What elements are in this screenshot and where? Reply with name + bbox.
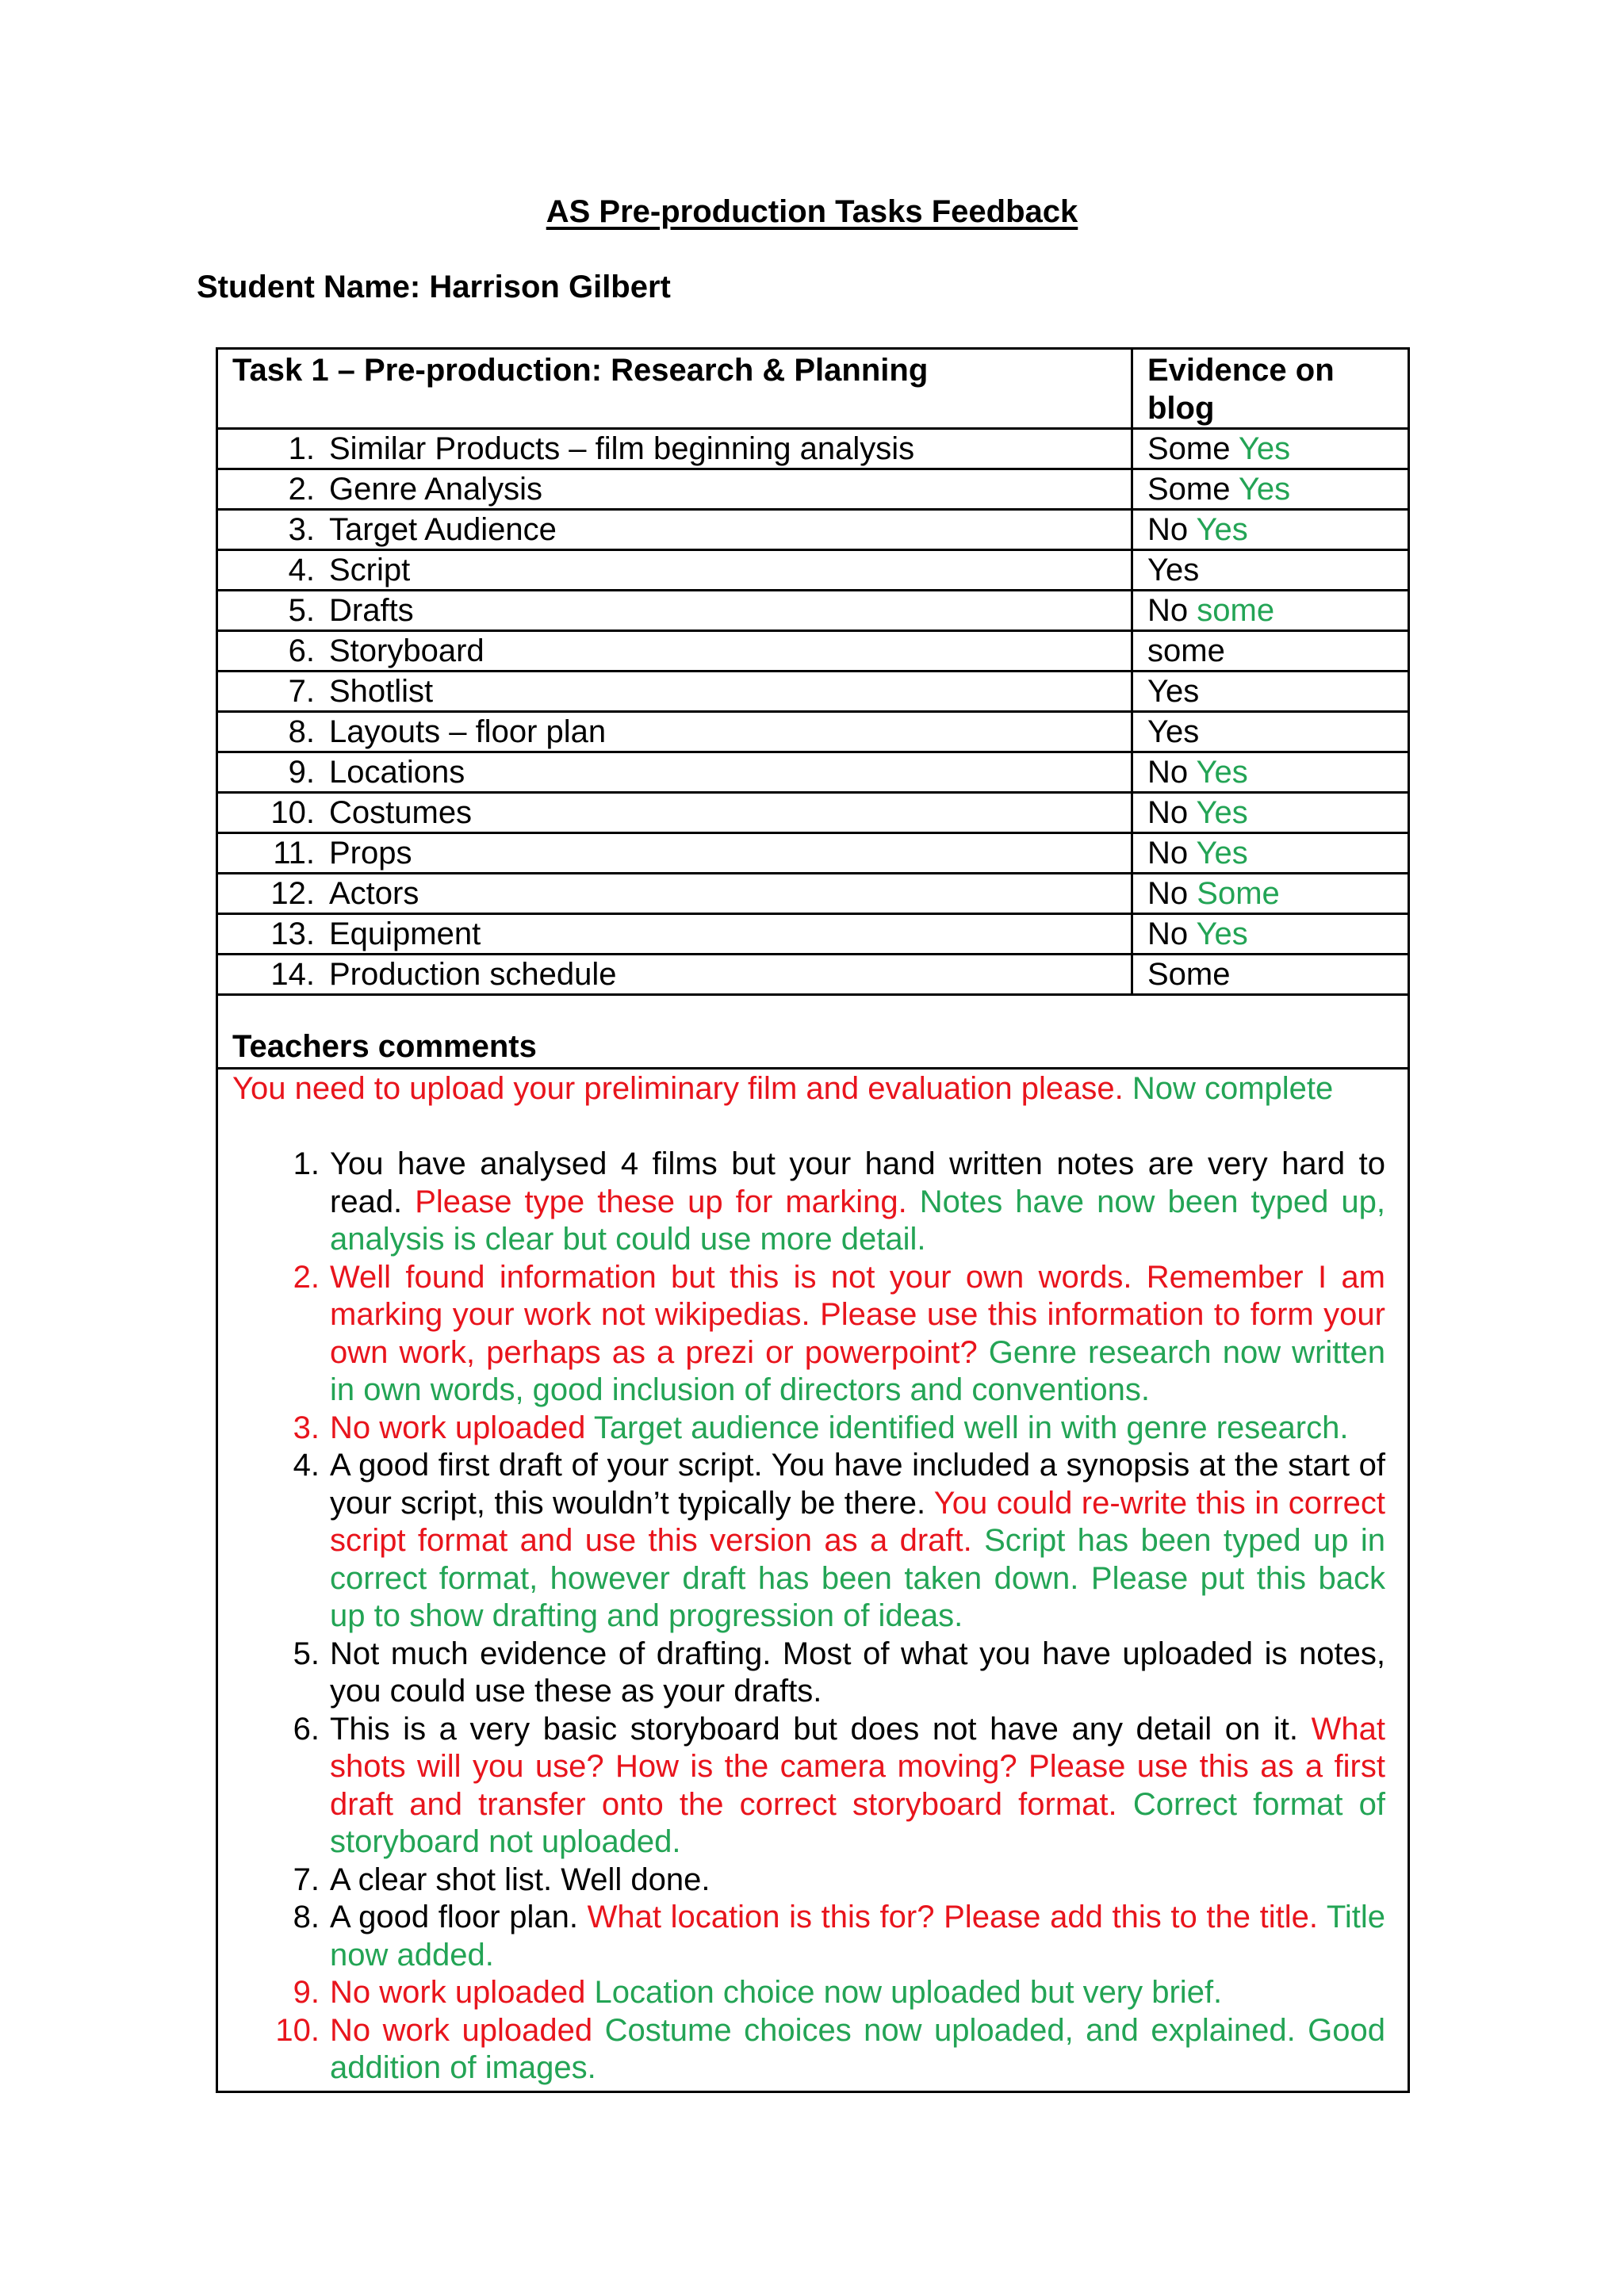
task-number: 2. [288,472,315,507]
evidence-initial: No [1147,755,1189,790]
task-cell [217,429,1132,469]
evidence-initial: Some [1147,472,1231,507]
comment-item [232,1899,1393,1974]
comment-number: 3. [293,1410,320,1445]
comments-list [232,1146,1393,2087]
comment-update: Genre research now written in own words, good inclusion of directors and conventions. [330,1334,1385,1407]
task-label: Similar Products – film beginning analysis [329,431,915,466]
task-label: Actors [329,876,419,911]
comment-original: A good floor plan. [330,1900,578,1934]
comment-original: Not much evidence of drafting. Most of what you have uploaded is notes, you could use these as your drafts. [330,1636,1385,1709]
evidence-initial: some [1147,633,1225,668]
evidence-cell [1132,752,1409,793]
table-row [217,793,1409,833]
comment-request: No work uploaded [330,2012,593,2048]
comment-number: 10. [275,2012,320,2048]
comment-request: You could re-write this in correct script format and use this version as a draft. [330,1485,1386,1558]
comment-text [330,1447,1393,1636]
comments-intro-request: You need to upload your preliminary film and evaluation please. [232,1071,1124,1106]
evidence-cell [1132,874,1409,914]
table-header-row [217,349,1409,429]
task-number: 3. [288,512,315,547]
comment-text [330,1974,1393,2012]
comment-text [330,2012,1393,2087]
comment-number: 2. [293,1259,320,1295]
task-number: 9. [288,755,315,790]
task-cell [217,469,1132,510]
evidence-initial: No [1147,836,1189,871]
task-cell [217,833,1132,874]
comment-item [232,2012,1393,2087]
table-row [217,752,1409,793]
table-row [217,874,1409,914]
comment-update: Location choice now uploaded but very brief. [594,1975,1223,2010]
evidence-update: Yes [1196,836,1248,871]
table-row [217,672,1409,712]
task-label: Script [329,553,411,587]
evidence-cell [1132,550,1409,591]
evidence-initial: No [1147,795,1189,830]
task-cell [217,591,1132,631]
evidence-update: some [1197,593,1275,628]
comment-update: Costume choices now uploaded, and explained. Good addition of images. [330,2012,1386,2085]
task-cell [217,550,1132,591]
comment-request: What shots will you use? How is the camera moving? Please use this as a first draft and transfer onto the correct storyboard format. [330,1711,1385,1822]
comment-item [232,1974,1393,2012]
table-row [217,914,1409,955]
table-row [217,510,1409,550]
comment-item [232,1862,1393,1900]
evidence-update: Yes [1238,472,1291,507]
comment-request: No work uploaded [330,1410,586,1445]
table-row [217,591,1409,631]
table-row [217,833,1409,874]
evidence-cell [1132,955,1409,995]
comment-item [232,1146,1393,1259]
evidence-update: Yes [1196,755,1248,790]
comments-heading: Teachers comments [217,995,1409,1069]
evidence-cell [1132,914,1409,955]
tasks-table [216,347,1410,2093]
table-row [217,550,1409,591]
comment-item [232,1447,1393,1636]
task-label: Costumes [329,795,473,830]
table-row [217,469,1409,510]
task-label: Drafts [329,593,414,628]
task-number: 1. [288,431,315,466]
task-cell [217,510,1132,550]
task-label: Layouts – floor plan [329,714,607,749]
comment-request: No work uploaded [330,1975,586,2010]
comment-number: 4. [293,1448,320,1483]
comments-intro-status: Now complete [1132,1071,1334,1106]
evidence-cell [1132,510,1409,550]
comment-number: 5. [293,1636,320,1671]
task-cell [217,793,1132,833]
evidence-cell [1132,672,1409,712]
comments-intro [232,1070,1393,1108]
comment-request: Please type these up for marking. [415,1184,907,1219]
evidence-cell [1132,631,1409,672]
evidence-cell [1132,793,1409,833]
comments-body [217,1069,1409,2092]
comment-original: A clear shot list. Well done. [330,1862,710,1897]
comment-text [330,1636,1393,1711]
task-cell [217,955,1132,995]
task-label: Production schedule [329,957,617,992]
table-row [217,429,1409,469]
table-row [217,712,1409,752]
comment-update: Target audience identified well in with genre research. [593,1410,1349,1445]
task-label: Storyboard [329,633,485,668]
comment-request: Well found information but this is not your own words. Remember I am marking your work not wikipedias. Please use this information to form your own work, perhaps as a prezi or powerpoint? [330,1259,1385,1370]
comment-update: Title now added. [330,1900,1385,1973]
table-row [217,955,1409,995]
comments-row [217,1069,1409,2092]
comment-text [330,1899,1393,1974]
task-number: 12. [270,876,315,911]
task-label: Props [329,836,412,871]
task-label: Genre Analysis [329,472,543,507]
comments-heading-row [217,995,1409,1069]
evidence-initial: Yes [1147,714,1200,749]
task-number: 10. [270,795,315,830]
evidence-initial: Yes [1147,674,1200,709]
task-number: 13. [270,916,315,951]
evidence-initial: Yes [1147,553,1200,587]
evidence-update: Some [1197,876,1280,911]
task-cell [217,874,1132,914]
comment-original: This is a very basic storyboard but does not have any detail on it. [330,1711,1299,1747]
table-row [217,631,1409,672]
comment-number: 6. [293,1711,320,1747]
comment-update: Correct format of storyboard not uploaded. [330,1786,1385,1859]
evidence-update: Yes [1238,431,1291,466]
task-cell [217,712,1132,752]
task-label: Shotlist [329,674,434,709]
comment-number: 9. [293,1975,320,2010]
evidence-cell [1132,833,1409,874]
evidence-cell [1132,469,1409,510]
comment-text [330,1862,1393,1900]
comment-original: You have analysed 4 films but your hand written notes are very hard to read. [330,1146,1385,1219]
comment-item [232,1259,1393,1410]
comment-update: Script has been typed up in correct format, however draft has been taken down. Please put this back up to show drafting and progression of ideas. [330,1523,1385,1633]
task-number: 11. [273,836,315,871]
evidence-update: Yes [1196,512,1248,547]
comment-text [330,1146,1393,1259]
task-number: 7. [288,674,315,709]
evidence-update: Yes [1196,795,1248,830]
comment-number: 7. [293,1862,320,1897]
task-number: 8. [288,714,315,749]
student-name: Student Name: Harrison Gilbert [197,270,671,304]
evidence-initial: No [1147,876,1189,911]
comment-text [330,1711,1393,1862]
evidence-initial: No [1147,916,1189,951]
task-cell [217,631,1132,672]
evidence-column-header: Evidence on blog [1132,349,1409,429]
evidence-initial: No [1147,593,1189,628]
task-cell [217,914,1132,955]
evidence-initial: Some [1147,957,1231,992]
task-column-header: Task 1 – Pre-production: Research & Planning [217,349,1132,429]
task-label: Locations [329,755,465,790]
task-cell [217,752,1132,793]
comment-item [232,1636,1393,1711]
task-label: Equipment [329,916,481,951]
task-number: 5. [288,593,315,628]
comment-text [330,1410,1393,1448]
evidence-cell [1132,591,1409,631]
comment-original: A good first draft of your script. You have included a synopsis at the start of your script, this wouldn’t typically be there. [330,1448,1385,1521]
comment-item [232,1711,1393,1862]
evidence-initial: No [1147,512,1189,547]
evidence-update: Yes [1196,916,1248,951]
comment-update: Notes have now been typed up, analysis is clear but could use more detail. [330,1184,1385,1257]
comment-number: 8. [293,1900,320,1934]
evidence-initial: Some [1147,431,1231,466]
task-cell [217,672,1132,712]
task-number: 6. [288,633,315,668]
document-title: AS Pre-production Tasks Feedback [546,194,1078,229]
comment-item [232,1410,1393,1448]
comment-text [330,1259,1393,1410]
task-number: 14. [270,957,315,992]
comment-request: What location is this for? Please add this to the title. [587,1900,1318,1934]
evidence-cell [1132,712,1409,752]
evidence-cell [1132,429,1409,469]
task-number: 4. [288,553,315,587]
comment-number: 1. [293,1146,320,1181]
task-label: Target Audience [329,512,557,547]
